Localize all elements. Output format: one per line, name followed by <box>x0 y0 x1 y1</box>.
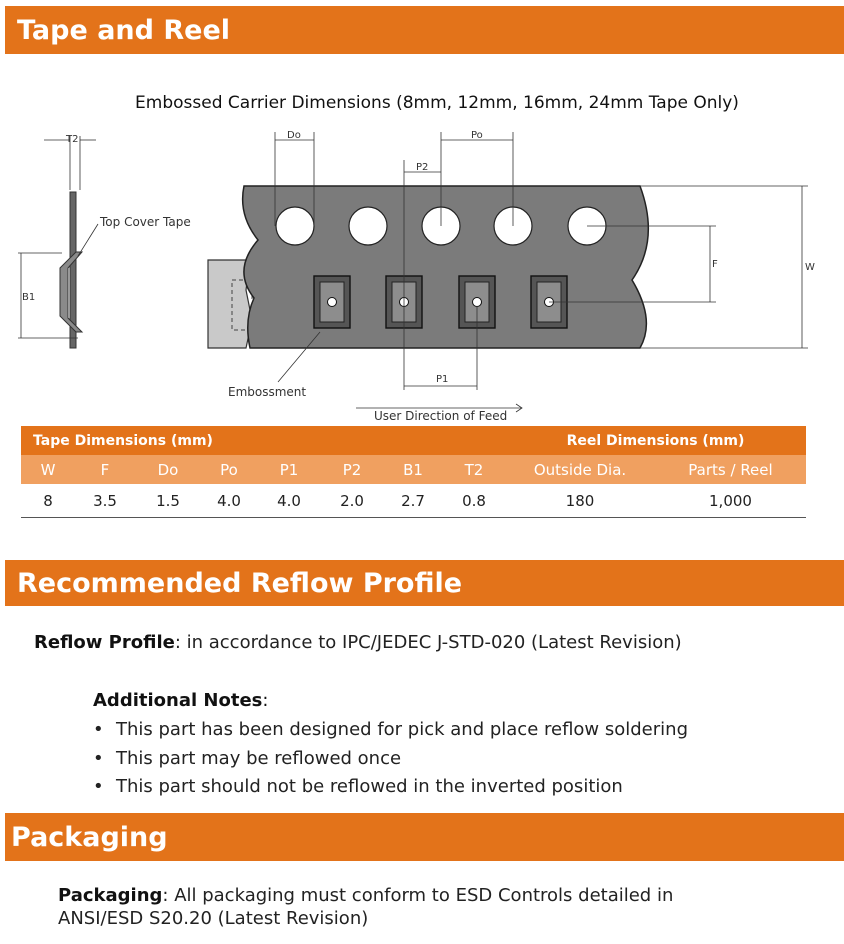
label-p1: P1 <box>436 374 449 385</box>
notes-list <box>93 718 688 804</box>
bullet-icon: • <box>93 747 104 769</box>
val-w: 8 <box>21 484 75 518</box>
list-item <box>93 747 688 776</box>
col-p2: P2 <box>321 455 383 484</box>
val-p1: 4.0 <box>257 484 321 518</box>
label-embossment: Embossment <box>228 385 307 399</box>
col-b1: B1 <box>383 455 443 484</box>
list-item <box>93 775 688 804</box>
tape-dimensions-header: Tape Dimensions (mm) <box>21 426 257 455</box>
tape-diagram <box>0 120 844 425</box>
reflow-profile-value: : in accordance to IPC/JEDEC J-STD-020 (Latest Revision) <box>174 632 682 653</box>
notes-colon: : <box>262 690 269 711</box>
col-f: F <box>75 455 135 484</box>
val-parts-reel: 1,000 <box>655 484 806 518</box>
col-do: Do <box>135 455 201 484</box>
notes-label: Additional Notes <box>93 690 263 711</box>
packaging-value: : All packaging must conform to ESD Controls detailed in ANSI/ESD S20.20 (Latest Revision) <box>58 885 674 929</box>
val-do: 1.5 <box>135 484 201 518</box>
col-po: Po <box>201 455 257 484</box>
additional-notes-title <box>93 690 268 711</box>
val-outside-dia: 180 <box>505 484 655 518</box>
note-text: This part should not be reflowed in the inverted position <box>116 776 623 797</box>
section-title: Recommended Reflow Profile <box>17 567 463 599</box>
reflow-profile-text <box>34 632 682 653</box>
col-w: W <box>21 455 75 484</box>
col-outside-dia: Outside Dia. <box>505 455 655 484</box>
label-f: F <box>712 259 718 270</box>
packaging-text <box>58 884 758 930</box>
header-spacer <box>257 426 505 455</box>
label-top-cover-tape: Top Cover Tape <box>100 215 191 229</box>
section-header-reflow <box>5 560 844 606</box>
col-t2: T2 <box>443 455 505 484</box>
val-t2: 0.8 <box>443 484 505 518</box>
note-text: This part may be reflowed once <box>116 747 402 769</box>
col-parts-reel: Parts / Reel <box>655 455 806 484</box>
val-f: 3.5 <box>75 484 135 518</box>
table-column-header <box>21 455 806 484</box>
label-do: Do <box>287 130 301 141</box>
reel-dimensions-header: Reel Dimensions (mm) <box>505 426 806 455</box>
packaging-label: Packaging <box>58 885 163 906</box>
bullet-icon: • <box>93 776 104 797</box>
label-po: Po <box>471 130 483 141</box>
bullet-icon: • <box>93 719 104 740</box>
table-group-header <box>21 426 806 455</box>
label-t2: T2 <box>66 134 79 145</box>
section-header-packaging <box>5 813 844 861</box>
section-header-tape-reel <box>5 6 844 54</box>
tape-side-profile <box>18 134 191 348</box>
label-feed-direction: User Direction of Feed <box>374 409 508 423</box>
col-p1: P1 <box>257 455 321 484</box>
val-p2: 2.0 <box>321 484 383 518</box>
table-row <box>21 484 806 518</box>
diagram-title: Embossed Carrier Dimensions (8mm, 12mm, 16mm, 24mm Tape Only) <box>135 93 739 113</box>
label-b1: B1 <box>22 292 36 303</box>
section-title: Tape and Reel <box>17 14 231 46</box>
val-b1: 2.7 <box>383 484 443 518</box>
label-p2: P2 <box>416 162 429 173</box>
list-item <box>93 718 688 747</box>
val-po: 4.0 <box>201 484 257 518</box>
label-w: W <box>805 262 815 273</box>
section-title: Packaging <box>11 821 168 853</box>
dimensions-table <box>21 426 806 518</box>
note-text: This part has been designed for pick and place reflow soldering <box>116 719 688 740</box>
reflow-profile-label: Reflow Profile <box>34 632 175 653</box>
